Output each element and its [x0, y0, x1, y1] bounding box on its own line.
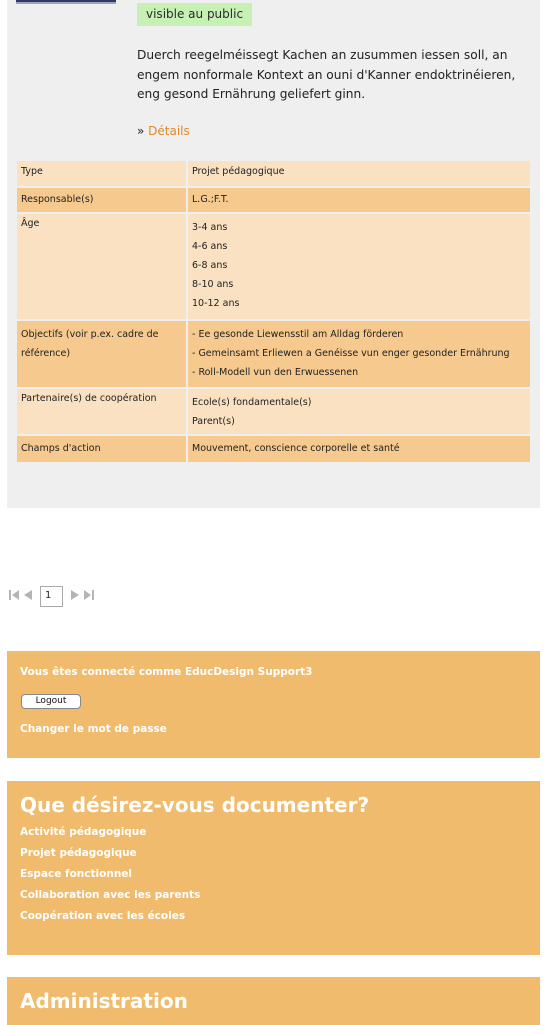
- row-value-list: [188, 389, 530, 434]
- row-value: Parent(s): [192, 416, 235, 427]
- row-value-list: [188, 321, 530, 387]
- table-row: [17, 214, 530, 319]
- row-key: Objectifs (voir p.ex. cadre de référence): [17, 321, 188, 387]
- details-link[interactable]: Détails: [148, 124, 190, 138]
- project-description: Duerch reegelméissegt Kachen an zusummen iessen soll, an engem nonformale Kontext an ouni d'Kanner endoktrinéieren, eng gesond Ernährung geliefert ginn.: [137, 48, 516, 101]
- row-value: - Ee gesonde Liewensstil am Alldag förderen: [192, 329, 404, 340]
- row-key: Partenaire(s) de coopération: [17, 389, 188, 434]
- pagination: [8, 584, 97, 606]
- row-value: 3-4 ans: [192, 222, 228, 233]
- row-value: L.G.;F.T.: [188, 188, 530, 212]
- row-value: - Roll-Modell vun den Erwuessenen: [192, 367, 359, 378]
- row-key: Type: [17, 161, 188, 186]
- row-value-list: [188, 214, 530, 319]
- row-value: Mouvement, conscience corporelle et santé: [188, 436, 530, 462]
- row-key: Âge: [17, 214, 188, 319]
- table-row: [17, 188, 530, 212]
- project-thumbnail: [16, 0, 116, 4]
- session-panel: [7, 651, 540, 758]
- change-password-link[interactable]: Changer le mot de passe: [20, 723, 167, 735]
- admin-panel: [7, 977, 540, 1025]
- admin-panel-title: Administration: [20, 989, 188, 1013]
- details-prefix: »: [137, 124, 149, 138]
- logout-button[interactable]: Logout: [21, 694, 81, 709]
- next-page-icon[interactable]: [69, 589, 81, 601]
- table-row: [17, 436, 530, 462]
- document-panel: [7, 781, 540, 955]
- connected-user-text: Vous êtes connecté comme EducDesign Support3: [20, 666, 313, 678]
- previous-page-icon[interactable]: [22, 589, 34, 601]
- details-link-wrap: [137, 124, 190, 138]
- last-page-icon[interactable]: [83, 589, 95, 601]
- first-page-icon[interactable]: [8, 589, 20, 601]
- row-value: 4-6 ans: [192, 241, 228, 252]
- document-link-space[interactable]: Espace fonctionnel: [20, 868, 133, 880]
- row-key: Champs d'action: [17, 436, 188, 462]
- document-link-schools[interactable]: Coopération avec les écoles: [20, 910, 186, 922]
- document-link-parents[interactable]: Collaboration avec les parents: [20, 889, 201, 901]
- page-number-input[interactable]: 1: [40, 586, 63, 607]
- row-value: Ecole(s) fondamentale(s): [192, 397, 312, 408]
- row-value: Projet pédagogique: [188, 161, 530, 186]
- row-value: 8-10 ans: [192, 279, 234, 290]
- document-panel-title: Que désirez-vous documenter?: [20, 793, 370, 817]
- document-link-project[interactable]: Projet pédagogique: [20, 847, 137, 859]
- project-info-table: [17, 159, 530, 464]
- document-links: [20, 825, 200, 930]
- table-row: [17, 161, 530, 186]
- row-key: Responsable(s): [17, 188, 188, 212]
- table-row: [17, 389, 530, 434]
- table-row: [17, 321, 530, 387]
- row-value: 10-12 ans: [192, 298, 240, 309]
- visibility-badge: visible au public: [137, 3, 252, 26]
- row-value: - Gemeinsamt Erliewen a Genéisse vun enger gesonder Ernährung: [192, 348, 510, 359]
- row-value: 6-8 ans: [192, 260, 228, 271]
- document-link-activity[interactable]: Activité pédagogique: [20, 826, 147, 838]
